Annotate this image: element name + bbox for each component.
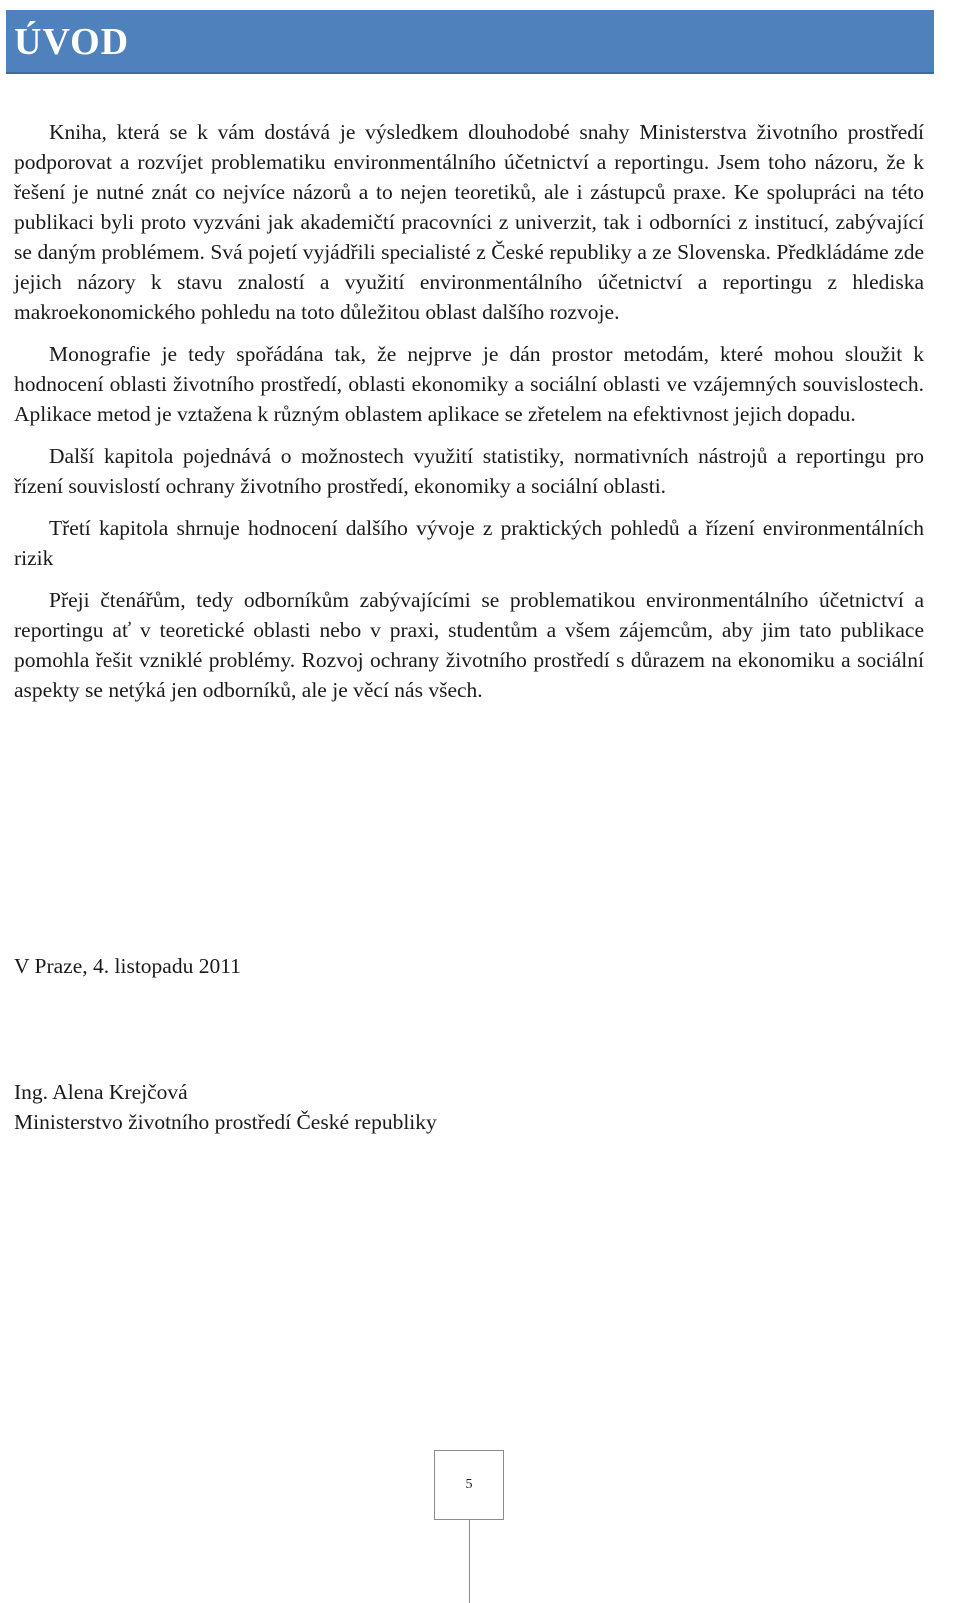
paragraph-3: Další kapitola pojednává o možnostech využití statistiky, normativních nástrojů a reportingu pro řízení souvislostí ochrany životního prostředí, ekonomiky a sociální oblasti. [14, 444, 924, 498]
paragraph-2: Monografie je tedy spořádána tak, že nejprve je dán prostor metodám, které mohou sloužit k hodnocení oblasti životního prostředí, oblasti ekonomiky a sociální oblasti ve vzájemných souvislostech. Aplikace metod je vztažena k různým oblastem aplikace se zřetelem na efektivnost jejich dopadu. [14, 342, 924, 426]
signature-block [14, 1077, 437, 1137]
dateline: V Praze, 4. listopadu 2011 [14, 954, 241, 978]
signature-name: Ing. Alena Krejčová [14, 1080, 188, 1104]
paragraph-1: Kniha, která se k vám dostává je výsledkem dlouhodobé snahy Ministerstva životního prostředí podporovat a rozvíjet problematiku environmentálního účetnictví a reportingu. Jsem toho názoru, že k řešení je nutné znát co nejvíce názorů a to nejen teoretiků, ale i zástupců praxe. Ke spolupráci na této publikaci byli proto vyzváni jak akademičtí pracovníci z univerzit, tak i odborníci z institucí, zabývající se daným problémem. Svá pojetí vyjádřili specialisté z České republiky a ze Slovenska. Předkládáme zde jejich názory k stavu znalostí a využití environmentálního účetnictví a reportingu z hlediska makroekonomického pohledu na toto důležitou oblast dalšího rozvoje. [14, 120, 924, 324]
section-title: ÚVOD [14, 21, 130, 63]
page-number-box [434, 1450, 504, 1520]
page-number-connector-line [469, 1520, 470, 1603]
paragraph-4: Třetí kapitola shrnuje hodnocení dalšího vývoje z praktických pohledů a řízení environmentálních rizik [14, 516, 924, 570]
body-text [14, 117, 924, 705]
paragraph-5: Přeji čtenářům, tedy odborníkům zabývajícími se problematikou environmentálního účetnictví a reportingu ať v teoretické oblasti nebo v praxi, studentům a všem zájemcům, aby jim tato publikace pomohla řešit vzniklé problémy. Rozvoj ochrany životního prostředí s důrazem na ekonomiku a sociální aspekty se netýká jen odborníků, ale je věcí nás všech. [14, 588, 924, 702]
page-number: 5 [465, 1477, 473, 1492]
signature-organization: Ministerstvo životního prostředí České republiky [14, 1110, 437, 1134]
section-header-bar [6, 10, 934, 74]
